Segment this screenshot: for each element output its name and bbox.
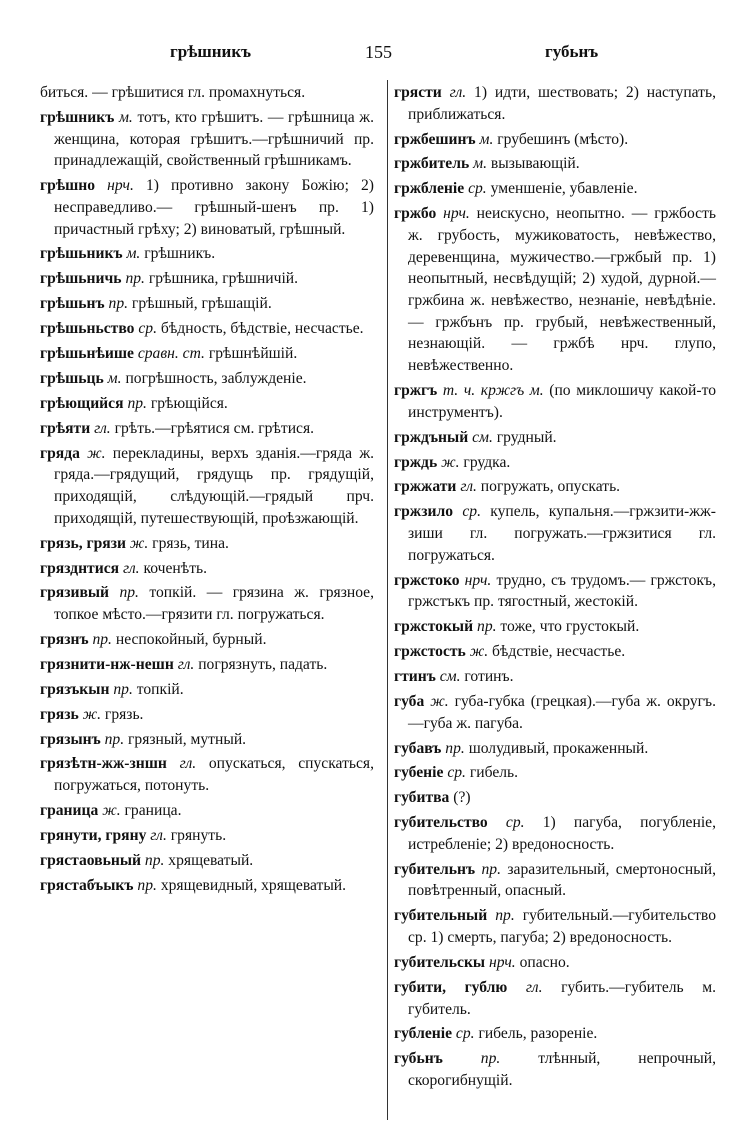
dictionary-entry bbox=[40, 107, 374, 172]
entry-headword: гржзило bbox=[394, 503, 454, 521]
entry-grammar-label: пр. bbox=[481, 860, 501, 878]
entry-headword: гржгъ bbox=[394, 382, 438, 400]
entry-definition: вызывающій. bbox=[490, 155, 580, 173]
dictionary-entry bbox=[394, 570, 716, 613]
entry-grammar-label: пр. bbox=[480, 1050, 501, 1068]
entry-definition: погружать, опускать. bbox=[480, 478, 621, 496]
entry-headword: грязнъ bbox=[40, 630, 89, 648]
dictionary-entry bbox=[394, 952, 716, 974]
entry-headword: губьнъ bbox=[394, 1050, 443, 1068]
entry-definition: грѣшный, грѣшащій. bbox=[131, 295, 272, 313]
entry-definition: грудка. bbox=[463, 453, 511, 471]
entry-grammar-label: ср. bbox=[462, 503, 481, 521]
dictionary-entry bbox=[40, 825, 374, 847]
entry-grammar-label: ж. bbox=[87, 444, 106, 462]
entry-definition: грѣшникъ. bbox=[144, 245, 216, 263]
entry-definition: тлѣнный, непрочный, скорогибнущій. bbox=[408, 1050, 716, 1090]
entry-grammar-label: ж. bbox=[430, 692, 449, 710]
entry-headword: губити, гублю bbox=[394, 978, 508, 996]
entry-grammar-label: ср. bbox=[447, 764, 466, 782]
dictionary-entry bbox=[40, 393, 374, 415]
entry-headword: грястаовьный bbox=[40, 851, 141, 869]
entry-definition: коченѣть. bbox=[143, 559, 208, 577]
entry-headword: грянути, гряну bbox=[40, 826, 147, 844]
dictionary-entry bbox=[40, 800, 374, 822]
entry-definition: гибель, разореніе. bbox=[478, 1025, 598, 1043]
entry-definition: губить.—губитель м. губитель. bbox=[408, 978, 716, 1018]
dictionary-entry bbox=[40, 368, 374, 390]
entry-grammar-label: т. ч. кржгъ м. bbox=[442, 382, 544, 400]
entry-headword: губленіе bbox=[394, 1025, 452, 1043]
dictionary-entry bbox=[40, 875, 374, 897]
entry-headword: грждъный bbox=[394, 428, 469, 446]
entry-definition: грудный. bbox=[496, 428, 557, 446]
dictionary-entry bbox=[394, 812, 716, 855]
entry-definition: готинъ. bbox=[464, 668, 514, 686]
entry-headword: грязынъ bbox=[40, 730, 101, 748]
entry-headword: грязднтися bbox=[40, 559, 120, 577]
entry-headword: грясти bbox=[394, 84, 442, 101]
entry-headword: губительнъ bbox=[394, 860, 476, 878]
entry-definition: уменшеніе, убавленіе. bbox=[490, 180, 638, 198]
entry-grammar-label: гл. bbox=[179, 755, 197, 773]
entry-headword: грязнити-нж-нешн bbox=[40, 655, 174, 673]
dictionary-entry bbox=[394, 616, 716, 638]
dictionary-entry bbox=[394, 666, 716, 688]
entry-definition: перекладины, верхъ зданія.—гряда ж. гряда.—грядущий, грядущь пр. грядущій, приходящій, слѣдующій.—грядый прч. приходящій, путешествующій, проѣзжающій. bbox=[54, 444, 375, 527]
entry-grammar-label: ср. bbox=[455, 1025, 475, 1043]
entry-headword: грѣшьць bbox=[40, 369, 104, 387]
entry-grammar-label: пр. bbox=[119, 584, 139, 602]
entry-grammar-label: ср. bbox=[468, 180, 487, 198]
entry-headword: гржстость bbox=[394, 643, 466, 661]
dictionary-entry bbox=[40, 654, 374, 676]
entry-headword: губительство bbox=[394, 814, 488, 832]
entry-grammar-label: пр. bbox=[104, 730, 125, 748]
entry-definition: топкій. bbox=[136, 680, 184, 698]
dictionary-entry bbox=[40, 679, 374, 701]
entry-headword: гржжати bbox=[394, 478, 457, 496]
entry-headword: гржбленіе bbox=[394, 180, 465, 198]
entry-headword: грждь bbox=[394, 453, 438, 471]
entry-grammar-label: нрч. bbox=[443, 205, 470, 223]
entry-definition: 1) пагуба, погубленіе, истребленіе; 2) вредоносность. bbox=[408, 814, 716, 853]
entry-definition: грязный, мутный. bbox=[128, 730, 247, 748]
dictionary-entry bbox=[40, 558, 374, 580]
dictionary-entry bbox=[394, 203, 716, 377]
entry-headword: губительный bbox=[394, 907, 488, 925]
entry-headword: грязъкын bbox=[40, 680, 110, 698]
entry-definition: бѣдствіе, несчастье. bbox=[492, 643, 626, 661]
dictionary-entry bbox=[394, 501, 716, 566]
dictionary-entry bbox=[40, 318, 374, 340]
entry-definition: губа-губка (грецкая).—губа ж. округъ.—губа ж. пагуба. bbox=[408, 692, 716, 732]
entry-headword: гтинъ bbox=[394, 668, 436, 686]
entry-grammar-label: пр. bbox=[137, 876, 157, 894]
entry-grammar-label: ж. bbox=[129, 534, 149, 552]
entry-headword: грязивый bbox=[40, 584, 110, 602]
entry-grammar-label: пр. bbox=[495, 907, 515, 925]
entry-grammar-label: пр. bbox=[92, 630, 112, 648]
entry-headword: грѣяти bbox=[40, 419, 91, 437]
entry-definition: грязь, тина. bbox=[152, 534, 229, 552]
entry-grammar-label: м. bbox=[473, 155, 487, 173]
entry-grammar-label: ж. bbox=[469, 643, 489, 661]
entry-headword: гряда bbox=[40, 444, 80, 462]
entry-definition: заразительный, смертоносный, повѣтренный, опасный. bbox=[408, 860, 716, 900]
entry-headword: губеніе bbox=[394, 764, 444, 782]
entry-definition: 1) идти, шествовать; 2) наступать, приближаться. bbox=[408, 84, 717, 123]
dictionary-entry bbox=[40, 704, 374, 726]
right-column bbox=[394, 82, 716, 1095]
entry-grammar-label: пр. bbox=[125, 270, 145, 288]
entry-headword: грязь, грязи bbox=[40, 534, 126, 552]
running-head-left: грѣшникъ bbox=[170, 42, 252, 61]
entry-headword: грѣшникъ bbox=[40, 108, 115, 126]
entry-grammar-label: см. bbox=[472, 428, 493, 446]
entry-grammar-label: ж. bbox=[102, 802, 121, 820]
entry-grammar-label: ср. bbox=[138, 320, 157, 338]
dictionary-entry bbox=[394, 476, 716, 498]
entry-definition: гибель. bbox=[469, 764, 519, 782]
entry-definition: грѣшника, грѣшничій. bbox=[148, 270, 299, 288]
dictionary-entry bbox=[394, 691, 716, 734]
dictionary-entry bbox=[394, 82, 716, 125]
entry-definition: купель, купальня.—гржзити-жж-зиши гл. погружать.—гржзитися гл. погружаться. bbox=[408, 503, 716, 564]
entry-headword: грязь bbox=[40, 705, 79, 723]
entry-grammar-label: нрч. bbox=[464, 571, 492, 589]
dictionary-entry bbox=[394, 153, 716, 175]
entry-definition: грѣшнѣйшій. bbox=[208, 345, 298, 363]
dictionary-entry bbox=[40, 533, 374, 555]
entry-definition: погрѣшность, заблужденіе. bbox=[125, 369, 307, 387]
entry-headword: грѣшьнъ bbox=[40, 295, 105, 313]
entry-grammar-label: ср. bbox=[505, 814, 525, 832]
entry-grammar-label: гл. bbox=[525, 978, 543, 996]
entry-grammar-label: гл. bbox=[449, 84, 467, 101]
entry-definition: хрящеватый. bbox=[168, 851, 254, 869]
entry-grammar-label: пр. bbox=[144, 851, 165, 869]
dictionary-entry bbox=[40, 175, 374, 240]
dictionary-entry bbox=[40, 82, 374, 104]
running-head-right: губьнъ bbox=[545, 42, 599, 61]
entry-headword: гржбешинъ bbox=[394, 130, 476, 148]
dictionary-entry bbox=[394, 452, 716, 474]
entry-headword: гржбитель bbox=[394, 155, 470, 173]
entry-headword: грѣшьничь bbox=[40, 270, 122, 288]
page-number: 155 bbox=[365, 42, 392, 62]
entry-headword: грѣшно bbox=[40, 177, 96, 195]
dictionary-entry bbox=[40, 293, 374, 315]
dictionary-entry bbox=[40, 418, 374, 440]
dictionary-entry bbox=[394, 787, 716, 809]
entry-grammar-label: пр. bbox=[445, 739, 465, 757]
dictionary-entry bbox=[40, 443, 374, 530]
entry-grammar-label: гл. bbox=[122, 559, 140, 577]
dictionary-entry bbox=[40, 753, 374, 796]
dictionary-entry bbox=[394, 1048, 716, 1091]
dictionary-entry bbox=[394, 738, 716, 760]
entry-definition: граница. bbox=[124, 802, 182, 820]
entry-headword: грѣющийся bbox=[40, 394, 124, 412]
dictionary-entry bbox=[40, 729, 374, 751]
entry-headword: губавъ bbox=[394, 739, 442, 757]
entry-definition: грязь. bbox=[104, 705, 144, 723]
dictionary-entry bbox=[40, 343, 374, 365]
entry-definition: грубешинъ (мѣсто). bbox=[497, 130, 629, 148]
entry-definition: неспокойный, бурный. bbox=[115, 630, 267, 648]
entry-grammar-label: гл. bbox=[150, 826, 167, 844]
entry-definition: погрязнуть, падать. bbox=[198, 655, 328, 673]
entry-headword: гржбо bbox=[394, 205, 437, 223]
dictionary-entry bbox=[394, 129, 716, 151]
entry-definition: грянуть. bbox=[170, 826, 227, 844]
entry-grammar-label: пр. bbox=[113, 680, 133, 698]
entry-definition: (по миклошичу какой-то инструментъ). bbox=[408, 382, 716, 421]
dictionary-entry bbox=[394, 859, 716, 902]
entry-grammar-label: ж. bbox=[441, 453, 460, 471]
entry-grammar-label: гл. bbox=[94, 419, 111, 437]
entry-definition: биться. — грѣшитися гл. промахнуться. bbox=[40, 84, 306, 101]
entry-grammar-label: см. bbox=[439, 668, 461, 686]
entry-grammar-label: м. bbox=[126, 245, 141, 263]
entry-grammar-label: гл. bbox=[177, 655, 195, 673]
entry-definition: бѣдность, бѣдствіе, несчастье. bbox=[160, 320, 364, 338]
entry-definition: губительный.—губительство ср. 1) смерть, пагуба; 2) вредоносность. bbox=[408, 907, 716, 947]
dictionary-entry bbox=[394, 905, 716, 948]
entry-headword: губитва bbox=[394, 789, 450, 807]
dictionary-entry bbox=[394, 977, 716, 1020]
page-header bbox=[40, 42, 720, 72]
entry-headword: гржстоко bbox=[394, 571, 460, 589]
entry-definition: грѣющійся. bbox=[150, 394, 228, 412]
entry-headword: губительскы bbox=[394, 953, 486, 971]
entry-definition: грѣть.—грѣятися см. грѣтися. bbox=[114, 419, 315, 437]
left-column bbox=[40, 82, 374, 900]
entry-grammar-label: м. bbox=[118, 108, 133, 126]
entry-definition: тоже, что грустокый. bbox=[500, 618, 640, 636]
column-divider bbox=[387, 80, 388, 1120]
entry-definition: трудно, съ трудомъ.— гржстокъ, гржстъкъ пр. тягостный, жестокій. bbox=[408, 571, 716, 611]
entry-definition: шолудивый, прокаженный. bbox=[468, 739, 649, 757]
dictionary-entry bbox=[394, 178, 716, 200]
entry-grammar-label: сравн. ст. bbox=[137, 345, 205, 363]
entry-definition: опасно. bbox=[519, 953, 570, 971]
entry-headword: гржстокый bbox=[394, 618, 474, 636]
entry-grammar-label: пр. bbox=[477, 618, 497, 636]
entry-definition: опускаться, спускаться, погружаться, потонуть. bbox=[54, 755, 374, 795]
entry-grammar-label: ж. bbox=[82, 705, 102, 723]
entry-grammar-label: гл. bbox=[460, 478, 477, 496]
entry-definition: 1) противно закону Божію; 2) несправедливо.— грѣшный-шенъ пр. 1) причастный грѣху; 2) виноватый, грѣшный. bbox=[54, 177, 374, 238]
entry-definition: неискусно, неопытно. — гржбость ж. грубость, мужиковатость, невѣжество, деревенщина, мужичество.—гржбый пр. 1) неопытный, несвѣдущій; 2) худой, дурной.—гржбина ж. невѣжество, незнаніе, невѣдѣніе. — гржбънъ пр. грубый, невѣжественный, незнающій. — гржбѣ нрч. глупо, невѣжественно. bbox=[408, 205, 716, 375]
dictionary-entry bbox=[394, 380, 716, 423]
entry-headword: граница bbox=[40, 802, 99, 820]
entry-headword: грѣшьньство bbox=[40, 320, 135, 338]
dictionary-entry bbox=[394, 427, 716, 449]
entry-headword: грястабъыкъ bbox=[40, 876, 134, 894]
entry-grammar-label: пр. bbox=[108, 295, 129, 313]
dictionary-entry bbox=[40, 850, 374, 872]
entry-grammar-label: м. bbox=[107, 369, 122, 387]
dictionary-entry bbox=[394, 762, 716, 784]
entry-headword: грѣшьникъ bbox=[40, 245, 123, 263]
dictionary-entry bbox=[394, 1023, 716, 1045]
dictionary-entry bbox=[40, 243, 374, 265]
entry-definition: топкій. — грязина ж. грязное, топкое мѣсто.—грязити гл. погружаться. bbox=[54, 584, 375, 624]
dictionary-entry bbox=[40, 629, 374, 651]
entry-definition: тотъ, кто грѣшитъ. — грѣшница ж. женщина, которая грѣшитъ.—грѣшничий пр. принадлежащій, свойственный грѣшникамъ. bbox=[54, 108, 374, 170]
entry-definition: хрящевидный, хрящеватый. bbox=[160, 876, 347, 894]
entry-headword: грѣшьнѣише bbox=[40, 345, 134, 363]
dictionary-entry bbox=[40, 582, 374, 625]
entry-grammar-label: м. bbox=[479, 130, 494, 148]
dictionary-entry bbox=[394, 641, 716, 663]
entry-definition: (?) bbox=[453, 789, 471, 807]
entry-grammar-label: нрч. bbox=[489, 953, 516, 971]
entry-headword: губа bbox=[394, 692, 425, 710]
entry-headword: грязѣтн-жж-зншн bbox=[40, 755, 167, 773]
entry-grammar-label: пр. bbox=[127, 394, 147, 412]
dictionary-entry bbox=[40, 268, 374, 290]
entry-grammar-label: нрч. bbox=[107, 177, 134, 195]
